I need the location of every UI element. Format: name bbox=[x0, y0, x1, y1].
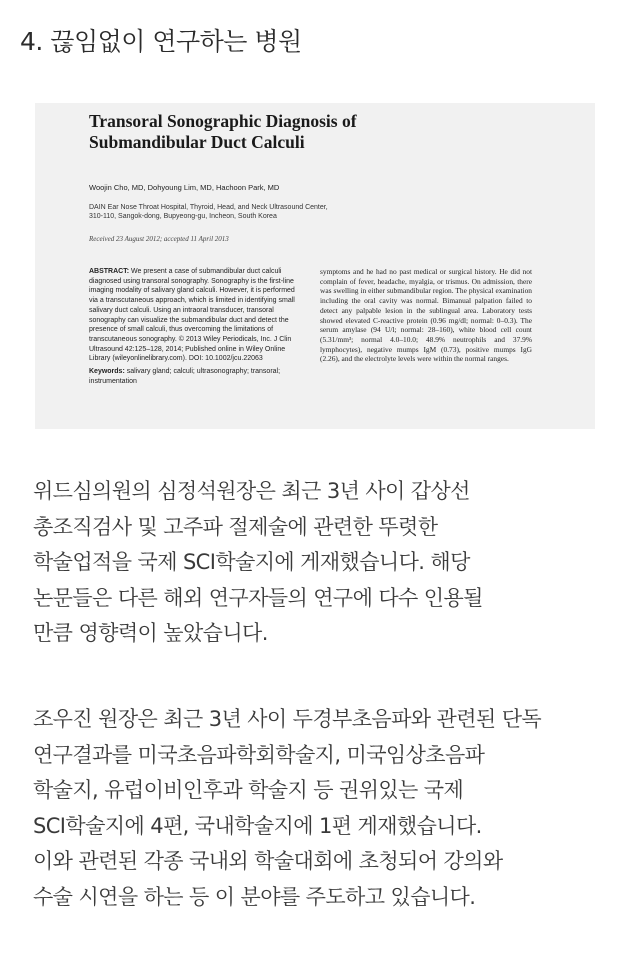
paper-title-line: Transoral Sonographic Diagnosis of bbox=[89, 111, 357, 131]
paragraph-line: SCI학술지에 4편, 국내학술지에 1편 게재했습니다. bbox=[33, 813, 482, 838]
affiliation-line: DAIN Ear Nose Throat Hospital, Thyroid, Head, and Neck Ultrasound Center, bbox=[89, 204, 328, 211]
section-heading: 4. 끊임없이 연구하는 병원 bbox=[20, 27, 302, 56]
paper-title-line: Submandibular Duct Calculi bbox=[89, 132, 305, 152]
paper-keywords bbox=[89, 367, 301, 386]
paragraph-line: 학술업적을 국제 SCI학술지에 게재했습니다. 해당 bbox=[33, 550, 470, 574]
paragraph-line: 연구결과를 미국초음파학회학술지, 미국임상초음파 bbox=[33, 742, 485, 767]
paragraph-line: 논문들은 다른 해외 연구자들의 연구에 다수 인용될 bbox=[33, 585, 483, 610]
paragraph-line: 수술 시연을 하는 등 이 분야를 주도하고 있습니다. bbox=[33, 884, 476, 909]
paper-authors: Woojin Cho, MD, Dohyoung Lim, MD, Hachoon Park, MD bbox=[89, 183, 280, 192]
keywords-text: salivary gland; calculi; ultrasonography; transoral; instrumentation bbox=[89, 368, 281, 385]
abstract-label: ABSTRACT: bbox=[89, 268, 130, 275]
paragraph-line: 조우진 원장은 최근 3년 사이 두경부초음파와 관련된 단독 bbox=[33, 707, 542, 731]
paragraph-line: 이와 관련된 각종 국내외 학술대회에 초청되어 강의와 bbox=[33, 849, 503, 873]
paper-affiliation bbox=[89, 203, 409, 221]
paragraph-line: 만큼 영향력이 높았습니다. bbox=[33, 621, 268, 645]
paragraph-line: 총조직검사 및 고주파 절제술에 관련한 뚜렷한 bbox=[33, 514, 438, 539]
abstract-text: We present a case of submandibular duct calculi diagnosed using transoral sonography. Sonography is the first-line imaging modality of salivary gland calculi. However, it is performed via a transcutaneous approach, which is limited in identifying small salivary duct calculi. Using an intraoral transducer, transoral sonography can visualize the submandibular duct and detect the presence of small calculi, thus overcoming the limitations of transcutaneous sonography. © 2013 Wiley Periodicals, Inc. J Clin Ultrasound 42:125–128, 2014; Published online in Wiley Online Library (wileyonlinelibrary.com). DOI: 10.1002/jcu.22063 bbox=[89, 268, 295, 363]
paper-title bbox=[89, 111, 489, 153]
paragraph-line: 위드심의원의 심정석원장은 최근 3년 사이 갑상선 bbox=[33, 479, 470, 503]
paragraph-chowoojin bbox=[33, 702, 603, 915]
paper-abstract bbox=[89, 267, 301, 386]
paper-received-date: Received 23 August 2012; accepted 11 April 2013 bbox=[89, 235, 229, 243]
paper-excerpt-image bbox=[35, 103, 595, 429]
paper-body-text: symptoms and he had no past medical or surgical history. He did not complain of fever, headache, myalgia, or trismus. On admission, there was swelling in either submandibular region. The physical examination including the oral cavity was normal. Bimanual palpation failed to detect any palpable lesion in the sublingual area. Laboratory tests showed elevated C-reactive protein (0.96 mg/dl; normal: 0–0.3). The serum amylase (94 U/l; normal: 28–160), white blood cell count (5.31/mm³; normal 4.0–10.0; 48.9% neutrophils and 37.9% lymphocytes), negative mumps IgM (0.73), positive mumps IgG (2.26), and the electrolyte levels were within the normal ranges. bbox=[320, 267, 532, 364]
affiliation-line: 310-110, Sangok-dong, Bupyeong-gu, Incheon, South Korea bbox=[89, 213, 277, 220]
paragraph-line: 학술지, 유럽이비인후과 학술지 등 권위있는 국제 bbox=[33, 778, 464, 802]
paragraph-simjeongseok bbox=[33, 474, 603, 652]
keywords-label: Keywords: bbox=[89, 368, 125, 376]
